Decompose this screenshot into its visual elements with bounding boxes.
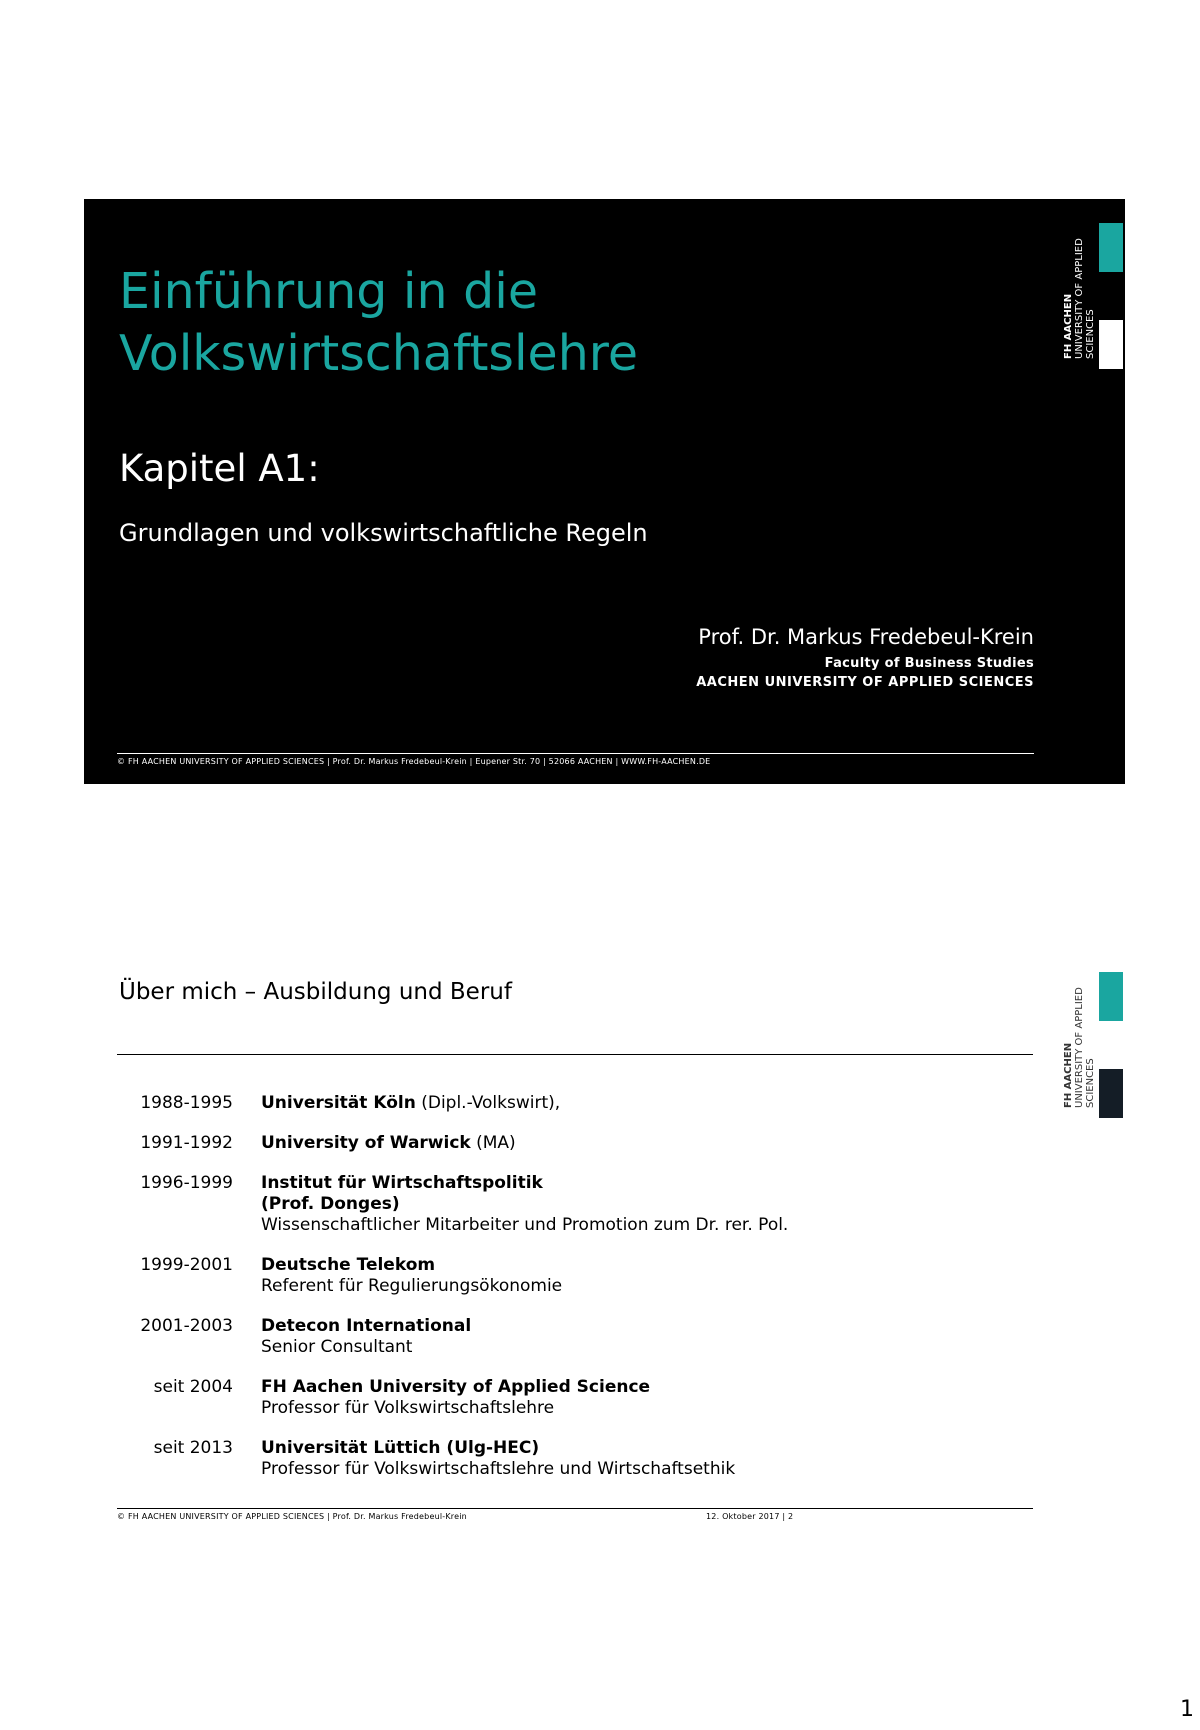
cv-year: 1996-1999 bbox=[140, 1173, 233, 1193]
cv-year: 1999-2001 bbox=[140, 1255, 233, 1275]
footer-divider bbox=[117, 753, 1034, 754]
cv-year: 2001-2003 bbox=[140, 1316, 233, 1336]
cv-role: Professor für Volkswirtschaftslehre bbox=[261, 1398, 555, 1418]
cv-degree: (Dipl.-Volkswirt), bbox=[415, 1093, 561, 1113]
cv-entry bbox=[134, 1377, 994, 1419]
logo-line-2: UNIVERSITY OF APPLIED SCIENCES bbox=[1074, 238, 1096, 359]
slide-title bbox=[119, 261, 638, 385]
cv-role: Professor für Volkswirtschaftslehre und Wirtschaftsethik bbox=[261, 1459, 736, 1479]
cv-institution: FH Aachen University of Applied Science bbox=[261, 1377, 651, 1397]
cv-institution: Universität Lüttich (Ulg-HEC) bbox=[261, 1438, 540, 1458]
cv-details bbox=[261, 1438, 994, 1480]
cv-year: 1988-1995 bbox=[140, 1093, 233, 1113]
slide-title-line-2: Volkswirtschaftslehre bbox=[119, 325, 638, 382]
logo-line-2: UNIVERSITY OF APPLIED SCIENCES bbox=[1074, 987, 1096, 1108]
footer-divider bbox=[117, 1508, 1033, 1509]
cv-supervisor: (Prof. Donges) bbox=[261, 1194, 400, 1214]
cv-details bbox=[261, 1255, 994, 1297]
logo-line-1: FH AACHEN bbox=[1063, 1042, 1074, 1108]
faculty-name: Faculty of Business Studies bbox=[824, 656, 1034, 671]
cv-list bbox=[134, 1093, 994, 1499]
logo-white-block bbox=[1099, 320, 1123, 369]
cv-details bbox=[261, 1093, 994, 1114]
cv-entry bbox=[134, 1133, 994, 1154]
cv-year: 1991-1992 bbox=[140, 1133, 233, 1153]
chapter-subtitle: Grundlagen und volkswirtschaftliche Regeln bbox=[119, 519, 648, 547]
cv-role: Referent für Regulierungsökonomie bbox=[261, 1276, 563, 1296]
title-divider bbox=[117, 1054, 1033, 1055]
cv-institution: Deutsche Telekom bbox=[261, 1255, 436, 1275]
logo-teal-block bbox=[1099, 223, 1123, 272]
logo-text bbox=[1063, 209, 1095, 359]
title-slide bbox=[84, 199, 1125, 784]
chapter-heading: Kapitel A1: bbox=[119, 447, 320, 490]
cv-role: Wissenschaftlicher Mitarbeiter und Promotion zum Dr. rer. Pol. bbox=[261, 1215, 789, 1235]
author-name: Prof. Dr. Markus Fredebeul-Krein bbox=[698, 625, 1034, 649]
slide-title: Über mich – Ausbildung und Beruf bbox=[119, 979, 512, 1005]
university-name: AACHEN UNIVERSITY OF APPLIED SCIENCES bbox=[696, 675, 1034, 690]
cv-details bbox=[261, 1316, 994, 1358]
cv-entry bbox=[134, 1438, 994, 1480]
cv-year: seit 2004 bbox=[153, 1377, 233, 1397]
cv-institution: Detecon International bbox=[261, 1316, 472, 1336]
cv-year: seit 2013 bbox=[153, 1438, 233, 1458]
cv-role: Senior Consultant bbox=[261, 1337, 413, 1357]
slide-date-page: 12. Oktober 2017 | 2 bbox=[706, 1512, 794, 1521]
logo-teal-block bbox=[1099, 972, 1123, 1021]
cv-entry bbox=[134, 1316, 994, 1358]
about-me-slide bbox=[84, 955, 1125, 1540]
cv-entry bbox=[134, 1173, 994, 1236]
cv-entry bbox=[134, 1093, 994, 1114]
fh-aachen-logo bbox=[1063, 948, 1123, 1118]
slide-title-line-1: Einführung in die bbox=[119, 263, 539, 320]
slide-footer: © FH AACHEN UNIVERSITY OF APPLIED SCIENCES | Prof. Dr. Markus Fredebeul-Krein bbox=[117, 1512, 467, 1521]
logo-line-1: FH AACHEN bbox=[1063, 293, 1074, 359]
logo-text bbox=[1063, 958, 1095, 1108]
cv-details bbox=[261, 1377, 994, 1419]
cv-details bbox=[261, 1173, 994, 1236]
fh-aachen-logo bbox=[1063, 199, 1123, 369]
cv-degree: (MA) bbox=[470, 1133, 516, 1153]
cv-details bbox=[261, 1133, 994, 1154]
cv-institution: Institut für Wirtschaftspolitik bbox=[261, 1173, 543, 1193]
slide-footer: © FH AACHEN UNIVERSITY OF APPLIED SCIENCES | Prof. Dr. Markus Fredebeul-Krein | Eupener Str. 70 | 52066 AACHEN | WWW.FH-AACHEN.DE bbox=[117, 757, 711, 766]
cv-institution: University of Warwick bbox=[261, 1133, 471, 1153]
page-number: 1 bbox=[1180, 1697, 1194, 1722]
cv-institution: Universität Köln bbox=[261, 1093, 416, 1113]
logo-dark-block bbox=[1099, 1069, 1123, 1118]
cv-entry bbox=[134, 1255, 994, 1297]
